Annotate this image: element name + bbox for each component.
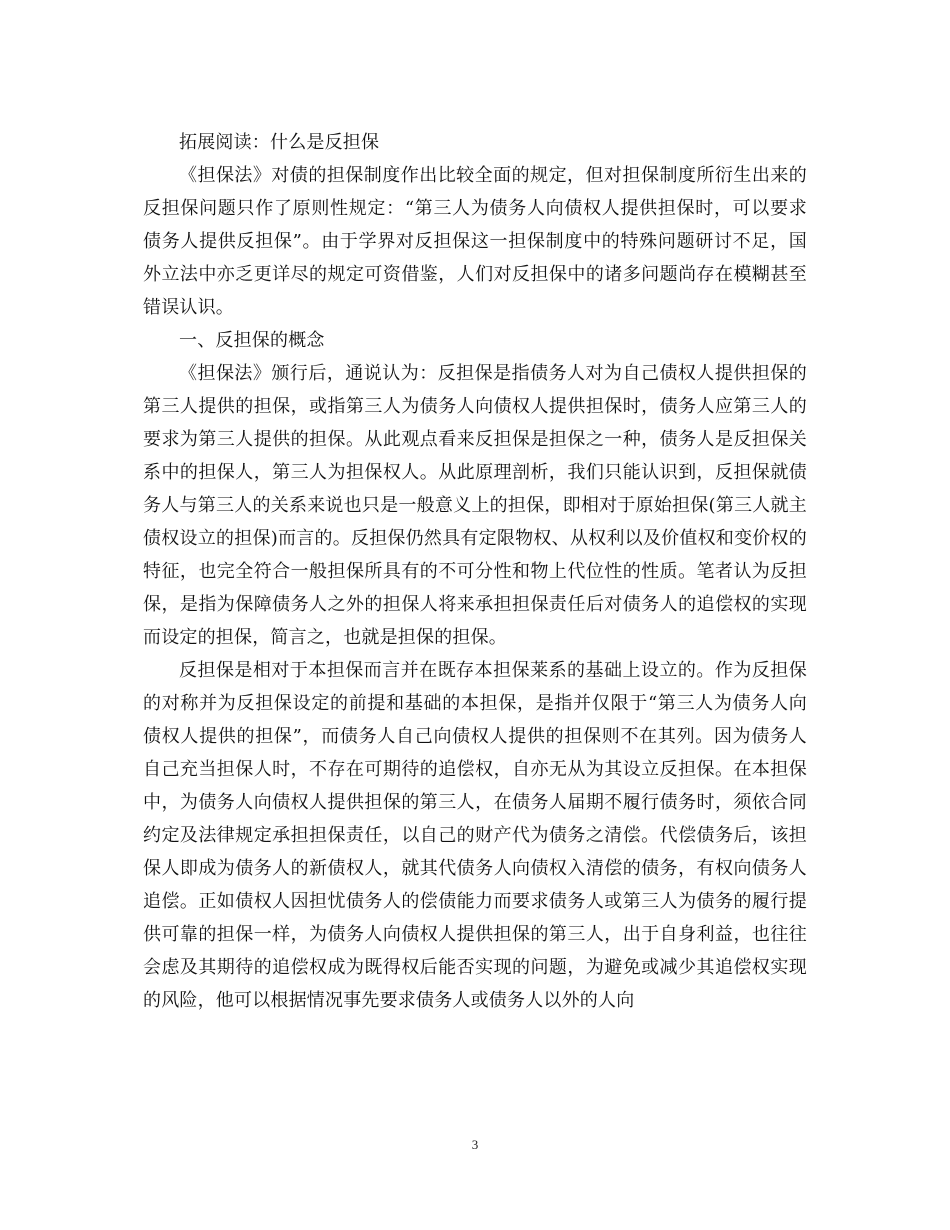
document-body (143, 126, 807, 1017)
paragraph-intro: 《担保法》对债的担保制度作出比较全面的规定，但对担保制度所衍生出来的反担保问题只作了原则性规定：“第三人为债务人向债权人提供担保时，可以要求债务人提供反担保”。由于学界对反担保这一担保制度中的特殊问题研讨不足，国外立法中亦乏更详尽的规定可资借鉴，人们对反担保中的诸多问题尚存在模糊甚至错误认识。 (143, 165, 807, 318)
paragraph-heading-extended-reading: 拓展阅读：什么是反担保 (179, 132, 380, 153)
paragraph-relation: 反担保是相对于本担保而言并在既存本担保莱系的基础上设立的。作为反担保的对称并为反担保设定的前提和基础的本担保，是指并仅限于“第三人为债务人向债权人提供的担保”，而债务人自己向债权人提供的担保则不在其列。因为债务人自己充当担保人时，不存在可期待的追偿权，自亦无从为其设立反担保。在本担保中，为债务人向债权人提供担保的第三人，在债务人届期不履行债务时，须依合同约定及法律规定承担担保责任，以自己的财产代为债务之清偿。代偿债务后，该担保人即成为债务人的新债权人，就其代债务人向债权入清偿的债务，有权向债务人追偿。正如债权人因担忧债务人的偿债能力而要求债务人或第三人为债务的履行提供可靠的担保一样，为债务人向债权人提供担保的第三人，出于自身利益，也往往会虑及其期待的追偿权成为既得权后能否实现的问题，为避免或减少其追偿权实现的风险，他可以根据情况事先要求债务人或债务人以外的人向 (143, 660, 807, 1011)
section-heading-concept: 一、反担保的概念 (179, 330, 325, 351)
page-number: 3 (471, 1137, 479, 1152)
paragraph-concept: 《担保法》颁行后，通说认为：反担保是指债务人对为自己债权人提供担保的第三人提供的担保，或指第三人为债务人向债权人提供担保时，债务人应第三人的要求为第三人提供的担保。从此观点看来反担保是担保之一种，债务人是反担保关系中的担保人，第三人为担保权人。从此原理剖析，我们只能认识到，反担保就债务人与第三人的关系来说也只是一般意义上的担保，即相对于原始担保(第三人就主债权设立的担保)而言的。反担保仍然具有定限物权、从权利以及价值权和变价权的特征，也完全符合一般担保所具有的不可分性和物上代位性的性质。笔者认为反担保，是指为保障债务人之外的担保人将来承担担保责任后对债务人的追偿权的实现而设定的担保，简言之，也就是担保的担保。 (143, 363, 807, 648)
